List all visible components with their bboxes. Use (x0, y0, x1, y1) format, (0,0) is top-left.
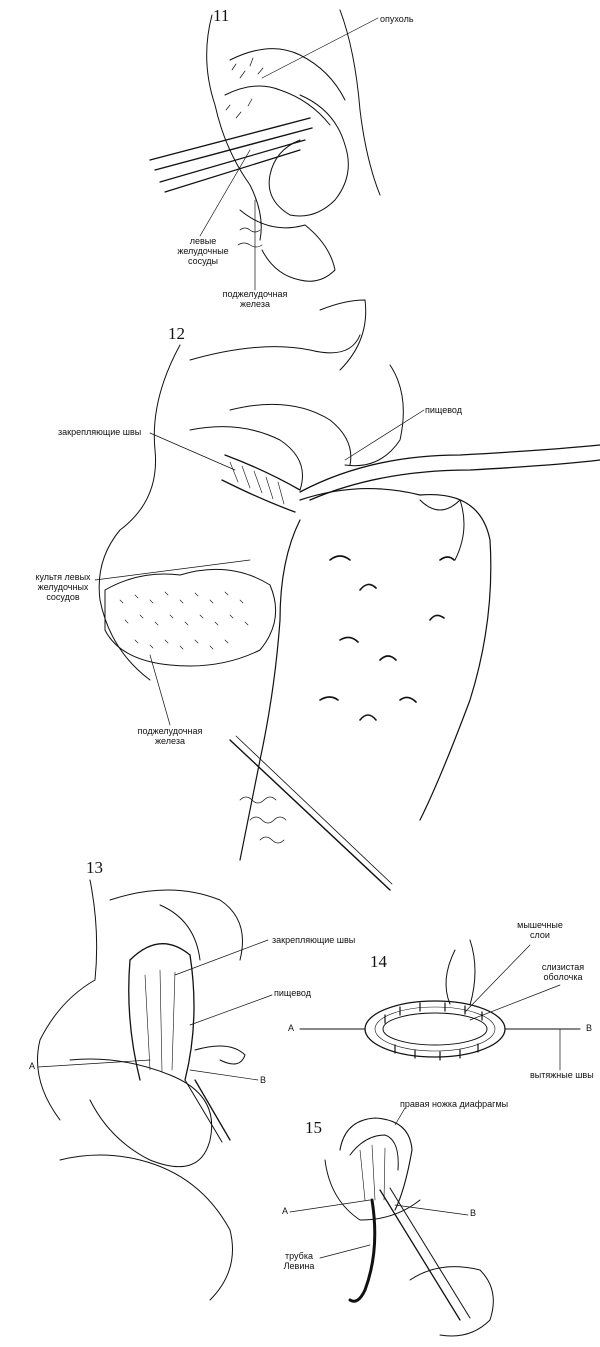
figure-14-drawing (300, 940, 580, 1070)
label-esophagus-13: пищевод (274, 988, 311, 998)
figure-12-drawing (95, 300, 600, 890)
figure-11-number: 11 (213, 6, 230, 25)
label-mucosa: слизистая оболочка (541, 962, 585, 982)
figure-12-number: 12 (168, 324, 185, 343)
figure-15-number: 15 (305, 1118, 322, 1137)
label-fixing-sutures-12: закрепляющие швы (58, 427, 142, 437)
label-tumor: опухоль (380, 14, 414, 24)
figure-15-drawing (290, 1108, 493, 1336)
label-stump-left-gastric-vessels: культя левых желудочных сосудов (35, 572, 91, 602)
label-point-a-13: A (29, 1061, 36, 1071)
label-fixing-sutures-13: закрепляющие швы (272, 935, 356, 945)
label-esophagus-12: пищевод (425, 405, 462, 415)
label-muscle-layers: мышечные слои (517, 920, 563, 940)
label-levin-tube: трубка Левина (283, 1251, 315, 1271)
label-point-a-15: A (282, 1206, 289, 1216)
label-point-b-13: B (260, 1075, 267, 1085)
label-pancreas-12: поджелудочная железа (137, 726, 203, 746)
label-point-a-14: A (288, 1023, 295, 1033)
label-right-crus: правая ножка диафрагмы (400, 1099, 509, 1109)
label-point-b-14: B (586, 1023, 593, 1033)
figure-14-number: 14 (370, 952, 387, 971)
label-left-gastric-vessels: левые желудочные сосуды (177, 236, 229, 266)
label-traction-sutures: вытяжные швы (530, 1070, 594, 1080)
label-pancreas-11: поджелудочная железа (222, 289, 288, 309)
figure-13-drawing (38, 880, 273, 1300)
figure-13-number: 13 (86, 858, 103, 877)
label-point-b-15: B (470, 1208, 477, 1218)
